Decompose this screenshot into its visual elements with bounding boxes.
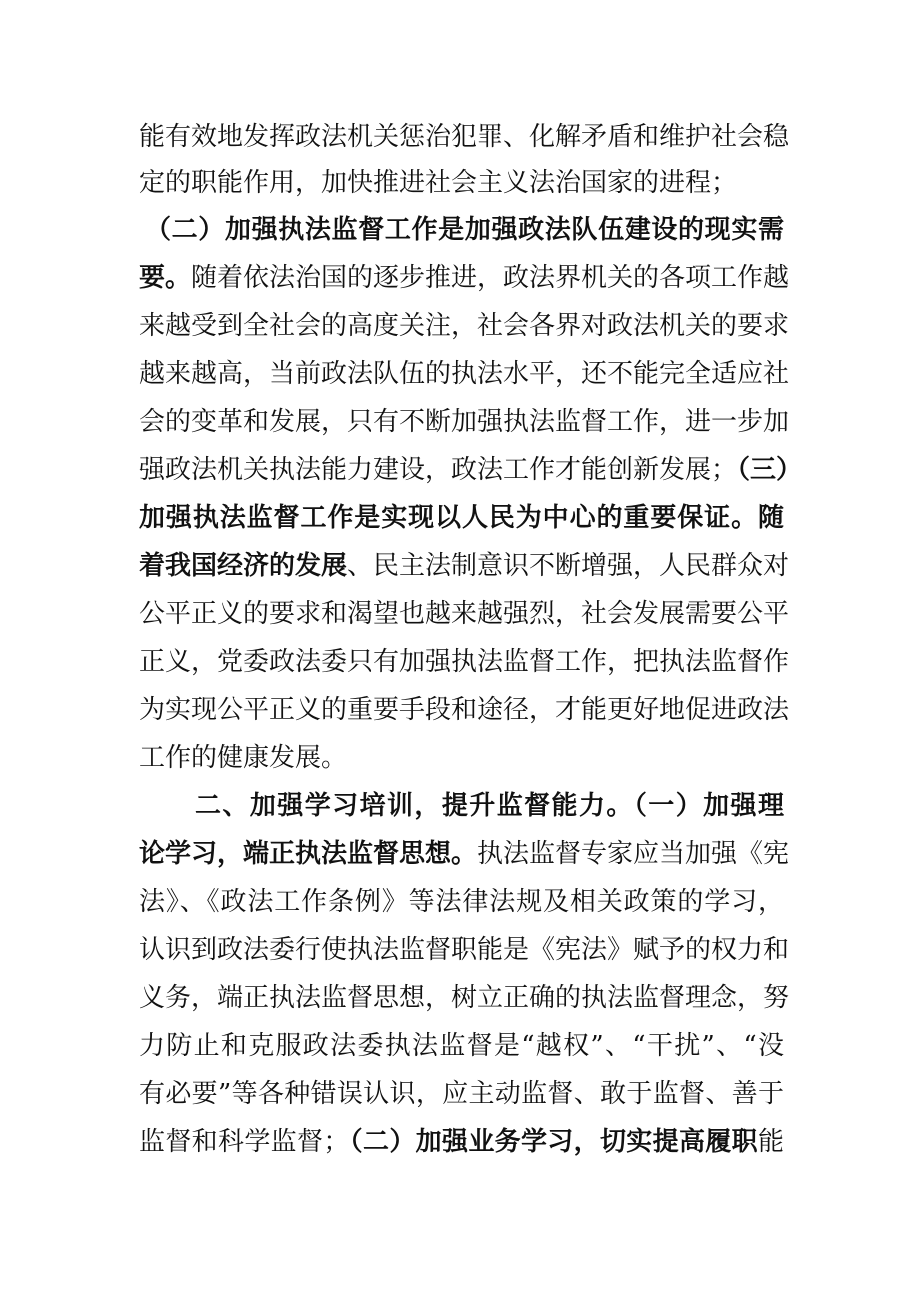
- bold-heading-segment: 要。: [139, 263, 192, 293]
- text-line: [139, 882, 784, 922]
- text-segment: 能有效地发挥政法机关惩治犯罪、化解矛盾和维护社会稳: [139, 122, 790, 152]
- text-line: [139, 834, 790, 874]
- bold-heading-segment: （三）: [737, 455, 803, 485]
- text-segment: 有必要”等各种错误认识，应主动监督、敢于监督、善于: [139, 1079, 784, 1109]
- text-line: [139, 450, 803, 490]
- text-line: [139, 498, 784, 538]
- text-segment: 执法监督专家应当加强《宪: [477, 839, 790, 869]
- text-line: [195, 786, 784, 826]
- text-segment: 来越受到全社会的高度关注，社会各界对政法机关的要求: [139, 311, 790, 341]
- text-segment: 会的变革和发展，只有不断加强执法监督工作，进一步加: [139, 407, 790, 437]
- text-line: [139, 546, 790, 586]
- text-line: [139, 258, 790, 298]
- bold-heading-segment: 着我国经济的发展: [139, 551, 348, 581]
- text-segment: 、民主法制意识不断增强，人民群众对: [347, 551, 790, 581]
- text-segment: 正义，党委政法委只有加强执法监督工作，把执法监督作: [139, 647, 790, 677]
- text-segment: 公平正义的要求和渴望也越来越强烈，社会发展需要公平: [139, 599, 790, 629]
- bold-heading-segment: （二）加强执法监督工作是加强政法队伍建设的现实需: [145, 215, 784, 245]
- text-segment: 义务，端正执法监督思想，树立正确的执法监督理念，努: [139, 983, 790, 1013]
- text-line: [139, 690, 790, 730]
- bold-heading-segment: 二、加强学习培训，提升监督能力。（一）加强理: [195, 791, 784, 821]
- text-line: [139, 117, 790, 157]
- text-line: [139, 930, 790, 970]
- text-line: [139, 1122, 784, 1162]
- bold-heading-segment: 论学习，端正执法监督思想。: [139, 839, 478, 869]
- text-segment: 工作的健康发展。: [139, 743, 348, 773]
- bold-heading-segment: 加强执法监督工作是实现以人民为中心的重要保证。随: [139, 503, 784, 533]
- text-segment: 力防止和克服政法委执法监督是“越权”、“干扰”、“没: [139, 1031, 784, 1061]
- text-segment: 法》、《政法工作条例》等法律法规及相关政策的学习，: [139, 887, 784, 917]
- text-segment: 为实现公平正义的重要手段和途径，才能更好地促进政法: [139, 695, 790, 725]
- text-segment: 越来越高，当前政法队伍的执法水平，还不能完全适应社: [139, 359, 790, 389]
- text-segment: 随着依法治国的逐步推进，政法界机关的各项工作越: [191, 263, 790, 293]
- text-segment: 强政法机关执法能力建设，政法工作才能创新发展；: [139, 455, 738, 485]
- text-segment: 监督和科学监督；: [139, 1127, 350, 1157]
- text-line: [139, 1074, 784, 1114]
- text-line: [139, 642, 790, 682]
- text-line: [139, 738, 784, 778]
- text-line: [139, 306, 790, 346]
- text-line: [139, 1026, 784, 1066]
- text-line: [139, 594, 790, 634]
- text-line: [139, 354, 790, 394]
- text-line: [139, 978, 790, 1018]
- text-segment: 能: [757, 1127, 784, 1157]
- bold-heading-segment: （二）加强业务学习，切实提高履职: [349, 1127, 758, 1157]
- text-line: [139, 402, 790, 442]
- text-segment: 定的职能作用，加快推进社会主义法治国家的进程；: [139, 168, 738, 198]
- text-segment: 认识到政法委行使执法监督职能是《宪法》赋予的权力和: [139, 935, 790, 965]
- text-line: [139, 163, 784, 203]
- text-line: [145, 210, 784, 250]
